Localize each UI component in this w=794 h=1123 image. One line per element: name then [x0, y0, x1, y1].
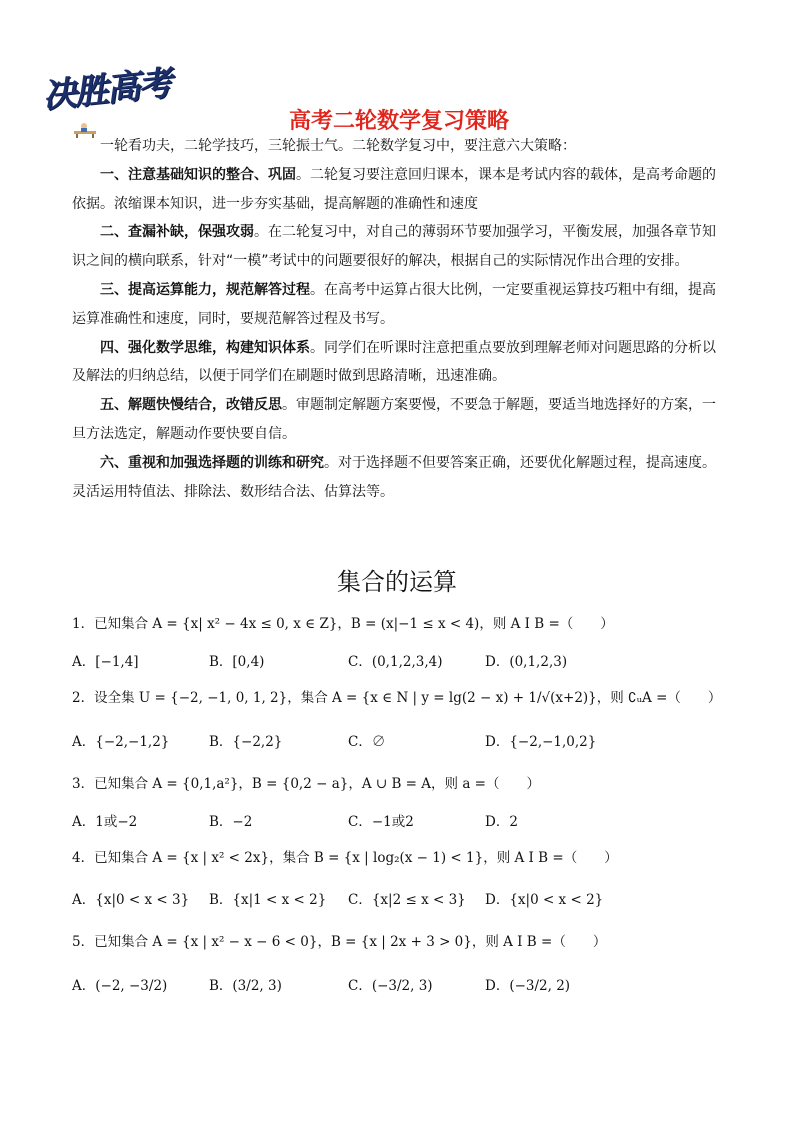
option-d: D．{−2,−1,0,2}: [485, 734, 597, 750]
option-b: B．{−2,2}: [209, 734, 283, 750]
question-1-stem: 1．已知集合 A = {x| x² − 4x ≤ 0, x ∈ Z}，B = (x|−1 ≤ x < 4)，则 A I B =（ ）: [72, 616, 614, 632]
option-d: D．(−3/2, 2): [485, 978, 571, 994]
strategy-6: 六、重视和加强选择题的训练和研究。对于选择题不但要答案正确，还要优化解题过程，提高速度。灵活运用特值法、排除法、数形结合法、估算法等。: [72, 454, 716, 500]
question-2-stem: 2．设全集 U = {−2, −1, 0, 1, 2}，集合 A = {x ∈ N | y = lg(2 − x) + 1/√(x+2)}，则 ∁ᵤA =（ ）: [72, 690, 722, 706]
option-b: B．{x|1 < x < 2}: [209, 892, 327, 908]
option-b: B．−2: [209, 814, 253, 830]
option-a: A．{x|0 < x < 3}: [72, 892, 190, 908]
option-c: C．−1或2: [348, 814, 414, 830]
option-a: A．1或−2: [72, 814, 138, 830]
intro-paragraph: 一轮看功夫，二轮学技巧，三轮振士气。二轮数学复习中，要注意六大策略：: [100, 138, 576, 154]
strategy-4: 四、强化数学思维，构建知识体系。同学们在听课时注意把重点要放到理解老师对问题思路的分析以及解法的归纳总结，以便于同学们在刷题时做到思路清晰，迅速准确。: [72, 339, 716, 385]
question-3-stem: 3．已知集合 A = {0,1,a²}，B = {0,2 − a}，A ∪ B = A，则 a =（ ）: [72, 776, 540, 792]
strategy-5: 五、解题快慢结合，改错反思。审题制定解题方案要慢，不要急于解题，要适当地选择好的方案，一旦方法选定，解题动作要快要自信。: [72, 397, 716, 442]
option-c: C．∅: [348, 734, 386, 750]
strategy-1: 一、注意基础知识的整合、巩固。二轮复习要注意回归课本，课本是考试内容的载体，是高考命题的依据。浓缩课本知识，进一步夯实基础，提高解题的准确性和速度: [72, 166, 716, 212]
option-c: C．{x|2 ≤ x < 3}: [348, 892, 466, 908]
option-b: B．(3/2, 3): [209, 978, 282, 994]
option-d: D．{x|0 < x < 2}: [485, 892, 604, 908]
option-b: B．[0,4): [209, 654, 265, 670]
strategy-2: 二、查漏补缺，保强攻弱。在二轮复习中，对自己的薄弱环节要加强学习，平衡发展，加强各章节知识之间的横向联系，针对“一模”考试中的问题要很好的解决，根据自己的实际情况作出合理的安排。: [72, 224, 716, 270]
option-c: C．(−3/2, 3): [348, 978, 433, 994]
option-c: C．(0,1,2,3,4): [348, 654, 443, 670]
logo-text: 决胜高考: [40, 63, 173, 117]
question-4-stem: 4．已知集合 A = {x | x² < 2x}，集合 B = {x | log₂(x − 1) < 1}，则 A I B =（ ）: [72, 850, 618, 866]
intro-text: [72, 132, 722, 506]
option-a: A．[−1,4]: [72, 654, 139, 670]
option-a: A．(−2, −3/2): [72, 978, 168, 994]
option-d: D．2: [485, 814, 518, 830]
section-title: 集合的运算: [337, 568, 457, 596]
option-d: D．(0,1,2,3): [485, 654, 568, 670]
strategy-3: 三、提高运算能力，规范解答过程。在高考中运算占很大比例，一定要重视运算技巧粗中有细，提高运算准确性和速度，同时，要规范解答过程及书写。: [72, 281, 716, 327]
question-5-stem: 5．已知集合 A = {x | x² − x − 6 < 0}，B = {x | 2x + 3 > 0}，则 A I B =（ ）: [72, 934, 607, 950]
option-a: A．{−2,−1,2}: [72, 734, 170, 750]
page-title: 高考二轮数学复习策略: [288, 109, 509, 134]
